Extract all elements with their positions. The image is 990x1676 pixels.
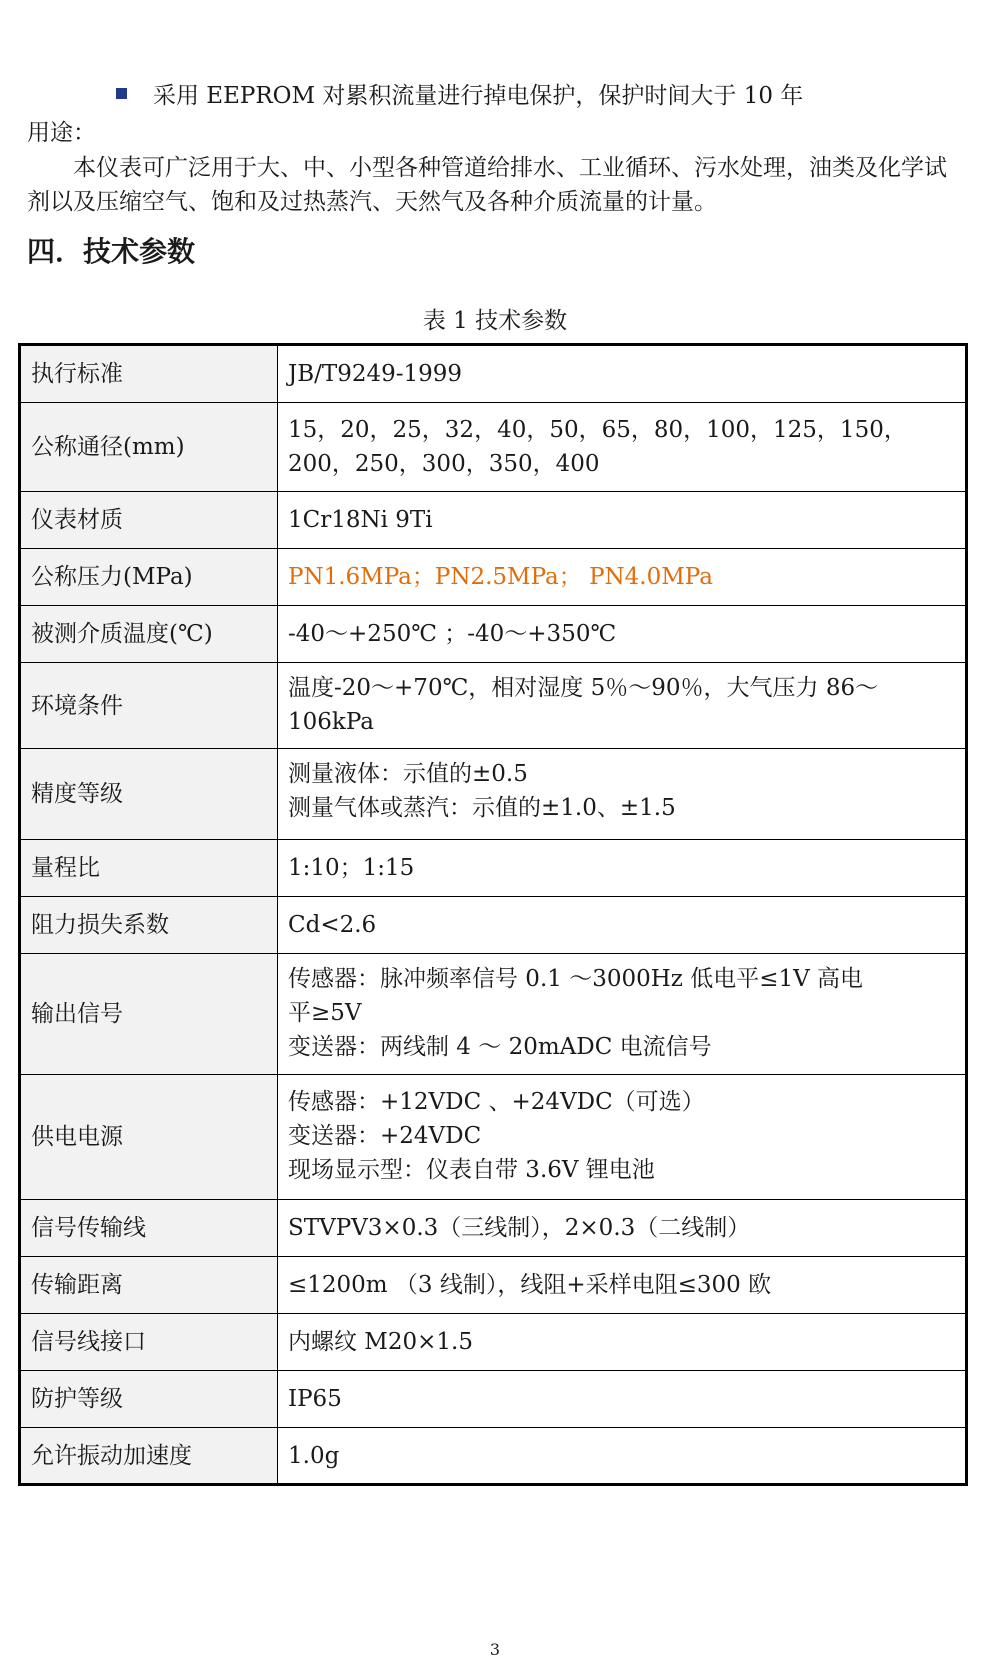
param-value-line: 现场显示型：仪表自带 3.6V 锂电池 <box>288 1157 655 1183</box>
param-name: 仪表材质 <box>20 492 278 549</box>
feature-bullet <box>116 80 803 112</box>
table-row <box>20 663 967 749</box>
param-name: 供电电源 <box>20 1075 278 1200</box>
table-row <box>20 749 967 840</box>
param-value <box>278 492 967 549</box>
param-name: 公称通径(mm) <box>20 403 278 492</box>
param-value <box>278 954 967 1075</box>
param-value-line: 内螺纹 M20×1.5 <box>288 1329 473 1355</box>
param-name: 输出信号 <box>20 954 278 1075</box>
param-value <box>278 840 967 897</box>
table-row <box>20 1314 967 1371</box>
param-value-line: 200，250，300，350，400 <box>288 451 600 477</box>
square-bullet-icon <box>116 88 127 99</box>
param-value-line: 传感器：+12VDC 、+24VDC（可选） <box>288 1089 705 1115</box>
param-value-line: 传感器：脉冲频率信号 0.1 ～3000Hz 低电平≤1V 高电 <box>288 966 864 992</box>
param-value-line: 平≥5V <box>288 1000 362 1026</box>
table-row <box>20 1200 967 1257</box>
param-value-line: JB/T9249-1999 <box>288 361 463 387</box>
param-value-line: 测量液体：示值的±0.5 <box>288 761 528 787</box>
param-value-line: Cd<2.6 <box>288 912 377 938</box>
table-row <box>20 606 967 663</box>
param-name: 信号传输线 <box>20 1200 278 1257</box>
param-value <box>278 606 967 663</box>
param-value <box>278 749 967 840</box>
param-value-line: ≤1200m （3 线制），线阻+采样电阻≤300 欧 <box>288 1272 772 1298</box>
param-value <box>278 663 967 749</box>
table-row <box>20 345 967 403</box>
param-value <box>278 549 967 606</box>
param-name: 防护等级 <box>20 1371 278 1428</box>
param-name: 信号线接口 <box>20 1314 278 1371</box>
param-value-line: IP65 <box>288 1386 342 1412</box>
param-value-line: 1Cr18Ni 9Ti <box>288 507 433 533</box>
table-row <box>20 492 967 549</box>
param-value <box>278 1428 967 1485</box>
param-value-line: PN1.6MPa；PN2.5MPa； PN4.0MPa <box>288 564 713 590</box>
param-value <box>278 403 967 492</box>
param-name: 精度等级 <box>20 749 278 840</box>
table-row <box>20 897 967 954</box>
param-value-line: STVPV3×0.3（三线制），2×0.3（二线制） <box>288 1215 751 1241</box>
param-name: 执行标准 <box>20 345 278 403</box>
table-row <box>20 1428 967 1485</box>
param-name: 量程比 <box>20 840 278 897</box>
param-value <box>278 1200 967 1257</box>
feature-bullet-text: 采用 EEPROM 对累积流量进行掉电保护，保护时间大于 10 年 <box>153 83 804 109</box>
param-value <box>278 345 967 403</box>
param-value-line: 变送器：+24VDC <box>288 1123 482 1149</box>
param-value-line: 变送器：两线制 4 ～ 20mADC 电流信号 <box>288 1034 712 1060</box>
table-row <box>20 403 967 492</box>
param-value <box>278 1075 967 1200</box>
table-row <box>20 954 967 1075</box>
usage-label: 用途： <box>27 120 96 146</box>
table-row <box>20 1075 967 1200</box>
param-value <box>278 1257 967 1314</box>
param-name: 传输距离 <box>20 1257 278 1314</box>
usage-paragraph: 本仪表可广泛用于大、中、小型各种管道给排水、工业循环、污水处理，油类及化学试剂以及压缩空气、饱和及过热蒸汽、天然气及各种介质流量的计量。 <box>27 155 947 215</box>
page-number: 3 <box>489 1640 501 1659</box>
table-row <box>20 1257 967 1314</box>
table-caption: 表 1 技术参数 <box>422 308 568 334</box>
section-heading: 四．技术参数 <box>27 235 196 268</box>
param-name: 阻力损失系数 <box>20 897 278 954</box>
param-value-line: 106kPa <box>288 709 374 735</box>
table-row <box>20 1371 967 1428</box>
param-value <box>278 1371 967 1428</box>
param-value <box>278 897 967 954</box>
param-name: 被测介质温度(℃) <box>20 606 278 663</box>
param-value-line: 15，20，25，32，40，50，65，80，100，125，150， <box>288 417 907 443</box>
param-value-line: -40～+250℃ ；-40～+350℃ <box>288 621 617 647</box>
table-row <box>20 840 967 897</box>
param-value <box>278 1314 967 1371</box>
param-name: 允许振动加速度 <box>20 1428 278 1485</box>
param-value-line: 测量气体或蒸汽：示值的±1.0、±1.5 <box>288 795 676 821</box>
param-name: 公称压力(MPa) <box>20 549 278 606</box>
table-row <box>20 549 967 606</box>
param-value-line: 1:10；1:15 <box>288 855 415 881</box>
param-value-line: 1.0g <box>288 1442 340 1469</box>
tech-params-table <box>18 343 968 1486</box>
param-name: 环境条件 <box>20 663 278 749</box>
param-value-line: 温度-20～+70℃，相对湿度 5％～90％，大气压力 86～ <box>288 675 879 701</box>
